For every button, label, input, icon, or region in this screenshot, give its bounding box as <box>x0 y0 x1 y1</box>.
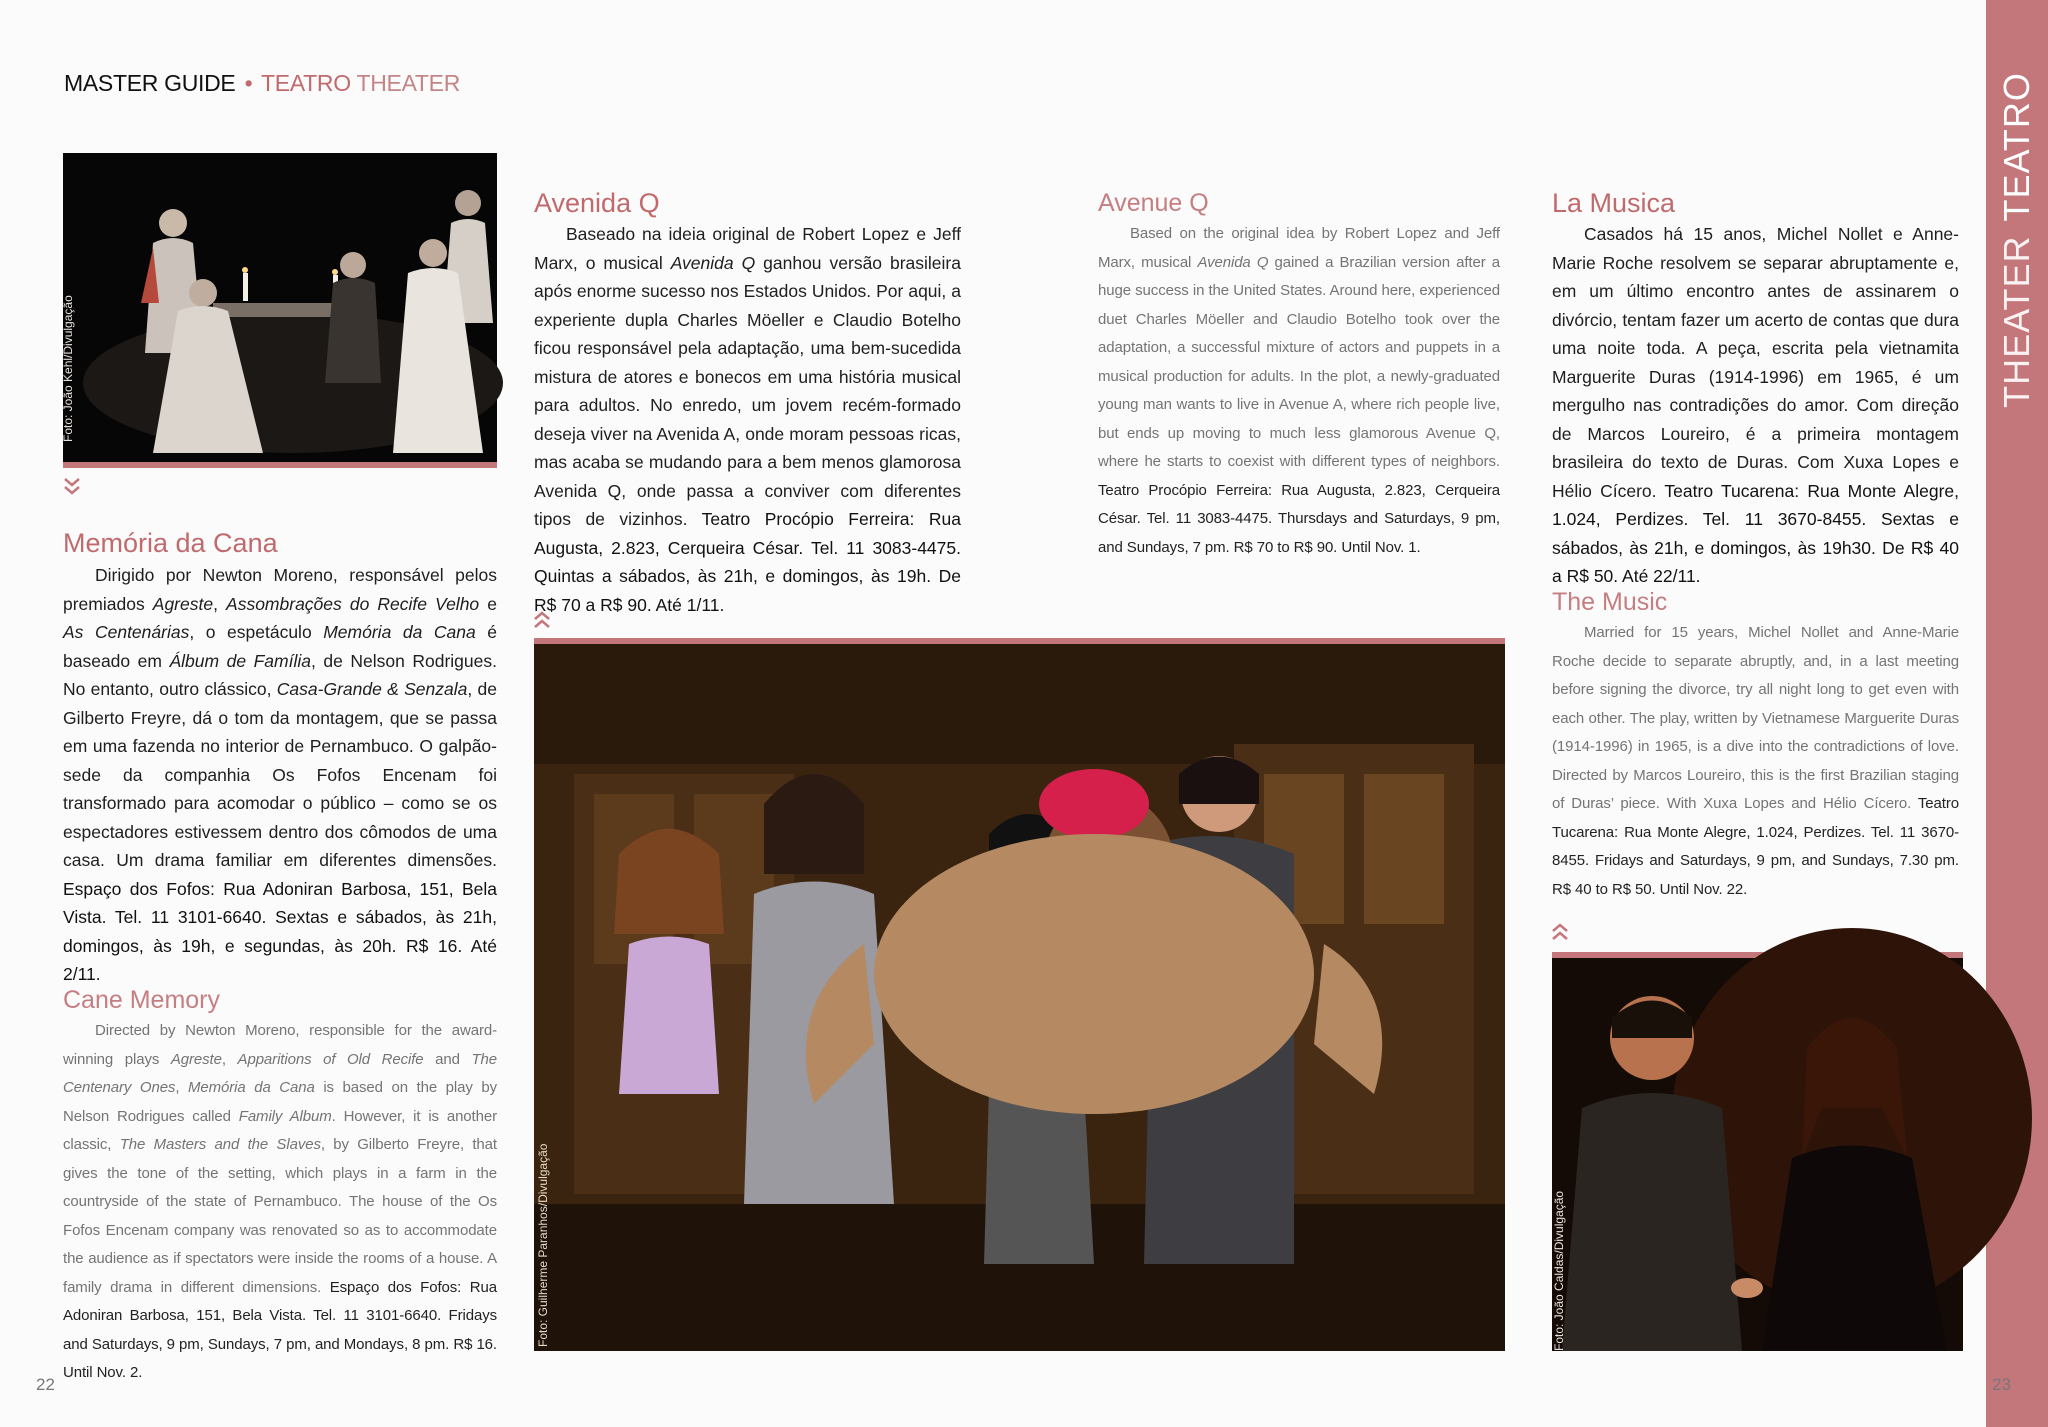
chevron-down-icon <box>61 476 83 498</box>
memoria-en-work-5: Family Album <box>238 1107 332 1125</box>
memoria-en-work-3: The Centenary Ones <box>63 1050 497 1096</box>
memoria-en-sep-2: and <box>423 1050 472 1068</box>
avenida-text-pt-1: Baseado na ideia original de Robert Lopez e Jeff Marx, o musical <box>534 224 961 273</box>
memoria-en-sep-3: , <box>175 1079 188 1096</box>
memoria-photo-credit: Foto: João Kehl/Divulgação <box>61 295 75 442</box>
musica-stage-illustration <box>1552 958 1963 1351</box>
memoria-text-en-4: , by Gilberto Freyre, that gives the tone of the setting, which plays in a farm in the countryside of the state of Pernambuco. The house of the Os Fofos Encenam company was renovated so as to accommodate the audience as if spectators were inside the rooms of a house. A family drama in different dimensions. <box>63 1136 497 1296</box>
avenida-title-en: Avenue Q <box>1098 189 1209 217</box>
memoria-en-work-2: Apparitions of Old Recife <box>237 1050 424 1068</box>
avenida-text-pt-2: ganhou versão brasileira após enorme sucesso nos Estados Unidos. Por aqui, a experiente dupla Charles Möeller e Claudio Botelho ficou responsável pela adaptação, uma bem-sucedida mistura de atores e bonecos em uma história musical para adultos. No enredo, um jovem recém-formado deseja viver na Avenida A, onde moram pessoas ricas, mas acaba se mudando para a bem menos glamorosa Avenida Q, onde passa a conviver com diferentes tipos de vizinhos. <box>534 252 961 529</box>
avenida-body-en <box>1098 220 1500 562</box>
avenida-body-pt <box>534 220 961 619</box>
musica-text-en: Married for 15 years, Michel Nollet and Anne-Marie Roche decide to separate abruptly, and, in a last meeting before signing the divorce, try all night long to get even with each other. The play, written by Vietnamese Marguerite Duras (1914-1996) in 1965, is a dive into the contradictions of love. Directed by Marcos Loureiro, this is the first Brazilian staging of Duras’ piece. With Xuxa Lopes and Hélio Cícero. <box>1552 624 1959 812</box>
memoria-title-en: Cane Memory <box>63 986 220 1014</box>
musica-title-pt: La Musica <box>1552 188 1676 218</box>
header-section: TEATRO <box>261 70 351 96</box>
musica-title-en: The Music <box>1552 588 1668 616</box>
musica-photo <box>1552 952 1963 1351</box>
sidebar-label-en: THEATER <box>1996 235 2037 408</box>
memoria-work-1: Agreste <box>152 593 214 614</box>
avenida-en-work-1: Avenida Q <box>1197 253 1269 271</box>
chevron-up-icon <box>531 609 553 631</box>
avenida-info-pt: Teatro Procópio Ferreira: Rua Augusta, 2.823, Cerqueira César. Tel. 11 3083-4475. Quintas a sábados, às 21h, e domingos, às 19h. De R$ 70 a R$ 90. Até 1/11. <box>534 509 961 615</box>
memoria-title-pt: Memória da Cana <box>63 528 278 558</box>
memoria-photo-bar <box>63 462 497 468</box>
memoria-text-pt-4: , de Nelson Rodrigues. No entanto, outro clássico, <box>63 650 497 699</box>
memoria-text-en-3: . However, it is another classic, <box>63 1107 497 1153</box>
header-guide: MASTER GUIDE <box>64 70 236 96</box>
memoria-en-work-4: Memória da Cana <box>188 1079 315 1096</box>
memoria-work-5: Álbum de Família <box>169 650 311 671</box>
memoria-body-en <box>63 1017 497 1388</box>
avenida-photo <box>534 638 1505 1351</box>
memoria-sep-1: , <box>213 593 227 614</box>
memoria-body-pt <box>63 561 497 989</box>
header-bullet: • <box>244 70 253 96</box>
musica-photo-credit: Foto: João Caldas/Divulgação <box>1552 1190 1566 1351</box>
musica-body-en <box>1552 619 1959 904</box>
memoria-text-en-1: Directed by Newton Moreno, responsible for the award-winning plays <box>63 1022 497 1068</box>
avenida-text-en-2: gained a Brazilian version after a huge success in the United States. Around here, experienced duet Charles Möeller and Claudio Botelho took over the adaptation, a successful mixture of actors and puppets in a musical production for adults. In the plot, a newly-graduated young man wants to live in Avenue A, where rich people live, but ends up moving to much less glamorous Avenue Q, where he starts to coexist with different types of neighbors. <box>1098 253 1500 470</box>
sidebar-label-pt: TEATRO <box>1996 72 2037 222</box>
memoria-text-en-2: is based on the play by Nelson Rodrigues called <box>63 1079 498 1125</box>
avenida-info-en: Teatro Procópio Ferreira: Rua Augusta, 2.823, Cerqueira César. Tel. 11 3083-4475. Thursdays and Saturdays, 9 pm, and Sundays, 7 pm. R$ 70 to R$ 90. Until Nov. 1. <box>1098 481 1500 556</box>
memoria-info-pt: Espaço dos Fofos: Rua Adoniran Barbosa, 151, Bela Vista. Tel. 11 3101-6640. Sextas e sábados, às 21h, domingos, às 19h, e segundas, às 20h. R$ 16. Até 2/11. <box>63 878 497 984</box>
avenida-stage-illustration <box>534 644 1505 1351</box>
header-section-en: THEATER <box>356 70 461 96</box>
musica-text-pt: Casados há 15 anos, Michel Nollet e Anne-Marie Roche resolvem se separar abruptamente e, em um último encontro antes de assinarem o divórcio, tentam fazer um acerto de contas que dura uma noite toda. A peça, escrita pela vietnamita Marguerite Duras (1914-1996) em 1965, é um mergulho nas contradições do amor. Com direção de Marcos Loureiro, é a primeira montagem brasileira do texto de Duras. Com Xuxa Lopes e Hélio Cícero. <box>1552 224 1959 501</box>
memoria-photo <box>63 153 497 468</box>
memoria-en-work-6: The Masters and the Slaves <box>119 1136 321 1153</box>
musica-body-pt <box>1552 220 1959 591</box>
memoria-work-3: As Centenárias <box>63 622 190 642</box>
page-number-left: 22 <box>36 1375 55 1394</box>
sidebar-label <box>1996 72 2038 408</box>
memoria-work-2: Assombrações do Recife Velho <box>226 593 480 614</box>
memoria-work-4: Memória da Cana <box>323 622 476 642</box>
avenida-text-en-1: Based on the original idea by Robert Lopez and Jeff Marx, musical <box>1098 225 1500 271</box>
memoria-info-en: Espaço dos Fofos: Rua Adoniran Barbosa, 151, Bela Vista. Tel. 11 3101-6640. Fridays and Saturdays, 9 pm, Sundays, 7 pm, and Mondays, 8 pm. R$ 16. Until Nov. 2. <box>63 1278 497 1381</box>
chevron-up-icon <box>1549 921 1571 943</box>
memoria-stage-illustration <box>63 153 497 462</box>
avenida-photo-credit: Foto: Guilherme Paranhos/Divulgação <box>536 1143 550 1347</box>
musica-info-pt: Teatro Tucarena: Rua Monte Alegre, 1.024, Perdizes. Tel. 11 3670-8455. Sextas e sábados, às 21h, e domingos, às 19h30. De R$ 40 a R$ 50. Até 22/11. <box>1552 480 1959 586</box>
memoria-work-6: Casa-Grande & Senzala <box>276 679 468 699</box>
avenida-work-1: Avenida Q <box>670 252 756 273</box>
memoria-sep-2: e <box>479 593 497 614</box>
memoria-text-pt-3: é baseado em <box>63 622 497 671</box>
memoria-text-pt-5: , de Gilberto Freyre, dá o tom da montagem, que se passa em uma fazenda no interior de Pernambuco. O galpão-sede da companhia Os Fofos Encenam foi transformado para acomodar o público – como se os espectadores estivessem dentro dos cômodos de uma casa. Um drama familiar em diferentes dimensões. <box>63 679 497 870</box>
memoria-text-pt-2: , o espetáculo <box>189 622 324 642</box>
memoria-en-work-1: Agreste <box>170 1050 222 1068</box>
memoria-en-sep-1: , <box>221 1050 238 1068</box>
memoria-text-pt-1: Dirigido por Newton Moreno, responsável pelos premiados <box>63 565 497 614</box>
running-header <box>64 70 460 97</box>
page-number-right: 23 <box>1992 1375 2011 1394</box>
avenida-title-pt: Avenida Q <box>534 188 660 218</box>
musica-info-en: Teatro Tucarena: Rua Monte Alegre, 1.024, Perdizes. Tel. 11 3670-8455. Fridays and Saturdays, 9 pm, and Sundays, 7.30 pm. R$ 40 to R$ 50. Until Nov. 22. <box>1552 795 1959 898</box>
